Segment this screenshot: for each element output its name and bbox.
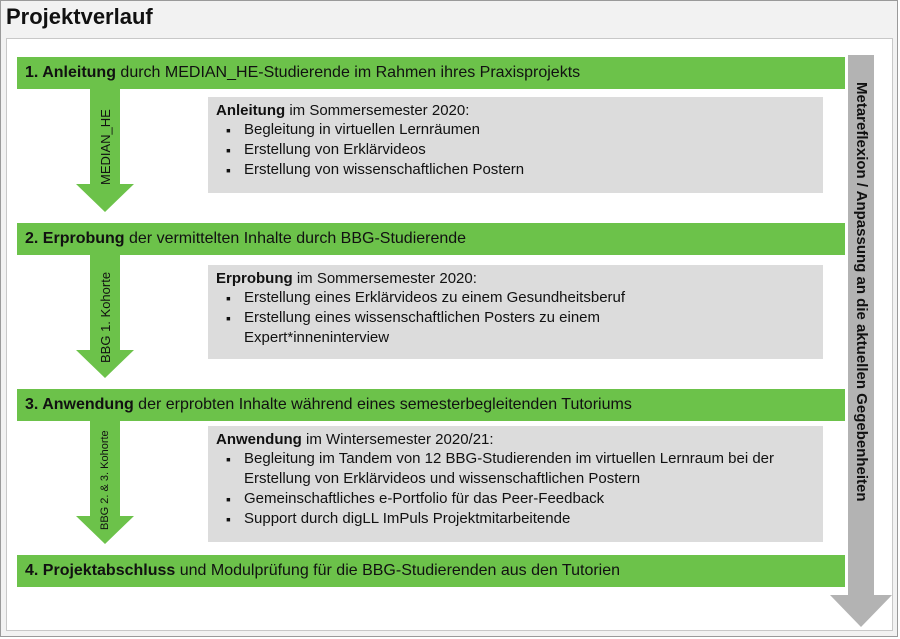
- phase-1-bar: [17, 57, 845, 89]
- phase-3-text: der erprobten Inhalte während eines semesterbegleitenden Tutoriums: [133, 396, 632, 413]
- phase-3-bar: [17, 389, 845, 421]
- box-1-head: [216, 102, 815, 119]
- arrow-2-label: BBG 1. Kohorte: [98, 271, 113, 363]
- phase-1-text: durch MEDIAN_HE-Studierende im Rahmen ihres Praxisprojekts: [115, 64, 581, 81]
- list-item: ▪ Begleitung im Tandem von 12 BBG-Studierenden im virtuellen Lernraum bei der Erstellung von Erklärvideos und wissenschaftlichen Postern: [216, 449, 806, 489]
- detail-box-1: [208, 97, 823, 193]
- box-2-head: [216, 270, 815, 287]
- arrow-1-label: MEDIAN_HE: [98, 109, 113, 185]
- arrow-3-label: BBG 2. & 3. Kohorte: [99, 430, 111, 530]
- phase-4-bar: [17, 555, 845, 587]
- phase-4-text: und Modulprüfung für die BBG-Studierenden aus den Tutorien: [175, 562, 621, 579]
- box-2-list: [216, 288, 676, 348]
- list-item: ▪ Gemeinschaftliches e-Portfolio für das Peer-Feedback: [216, 489, 806, 509]
- box-3-head-text: im Wintersemester 2020/21:: [301, 431, 494, 448]
- detail-box-2: [208, 265, 823, 359]
- phase-2-bar: [17, 223, 845, 255]
- phase-1-bold: 1. Anleitung: [25, 64, 116, 81]
- box-3-list: [216, 449, 806, 529]
- box-2-head-text: im Sommersemester 2020:: [292, 270, 477, 287]
- phase-3-bold: 3. Anwendung: [25, 396, 134, 413]
- diagram-title: Projektverlauf: [6, 4, 153, 29]
- phase-2-text: der vermittelten Inhalte durch BBG-Studierende: [124, 230, 467, 247]
- side-label: Metareflexion / Anpassung an die aktuellen Gegebenheiten: [853, 82, 870, 502]
- list-item: ▪ Support durch digLL ImPuls Projektmitarbeitende: [216, 509, 806, 529]
- list-item: ▪ Erstellung von Erklärvideos: [216, 140, 815, 160]
- list-item: ▪ Erstellung eines Erklärvideos zu einem Gesundheitsberuf: [216, 288, 676, 308]
- box-1-head-bold: Anleitung: [216, 102, 286, 119]
- detail-box-3: [208, 426, 823, 542]
- list-item: ▪ Erstellung von wissenschaftlichen Postern: [216, 160, 815, 180]
- box-2-head-bold: Erprobung: [216, 270, 293, 287]
- box-1-list: [216, 120, 815, 180]
- box-3-head-bold: Anwendung: [216, 431, 302, 448]
- list-item: ▪ Erstellung eines wissenschaftlichen Posters zu einem Expert*inneninterview: [216, 308, 676, 348]
- box-3-head: [216, 431, 815, 448]
- phase-2-bold: 2. Erprobung: [25, 230, 125, 247]
- list-item: ▪ Begleitung in virtuellen Lernräumen: [216, 120, 815, 140]
- phase-4-bold: 4. Projektabschluss: [25, 562, 176, 579]
- box-1-head-text: im Sommersemester 2020:: [285, 102, 470, 119]
